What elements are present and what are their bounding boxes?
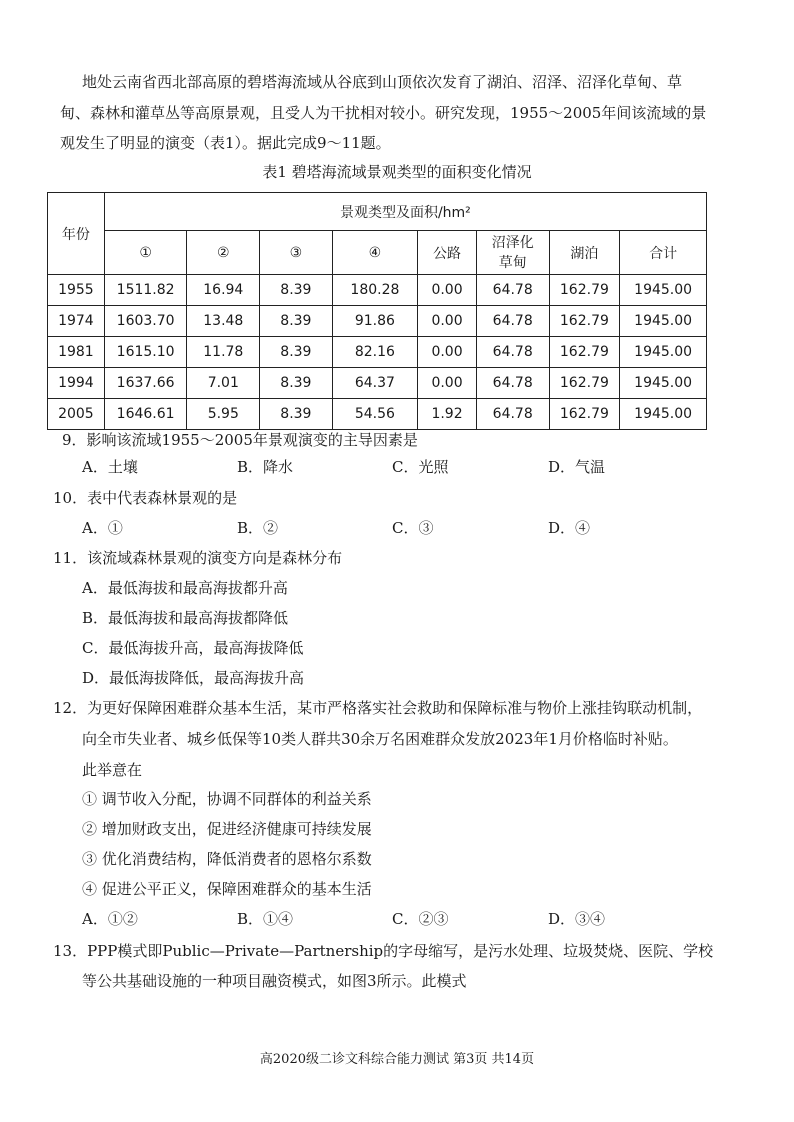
q11-option-a: A．最低海拔和最高海拔都升高 bbox=[82, 579, 288, 597]
group-header: 景观类型及面积/hm² bbox=[104, 193, 706, 231]
cell: 1.92 bbox=[418, 399, 477, 430]
cell: 1945.00 bbox=[620, 337, 707, 368]
q12-option-d: D．③④ bbox=[548, 910, 606, 928]
landscape-area-table bbox=[47, 192, 707, 430]
table-row bbox=[48, 368, 707, 399]
cell: 54.56 bbox=[332, 399, 418, 430]
col-header: ③ bbox=[260, 231, 333, 275]
cell: 91.86 bbox=[332, 306, 418, 337]
intro-line-3: 观发生了明显的演变（表1）。据此完成9～11题。 bbox=[60, 134, 391, 152]
question-10-stem: 10．表中代表森林景观的是 bbox=[53, 489, 238, 507]
question-13-line-2: 等公共基础设施的一种项目融资模式，如图3所示。此模式 bbox=[82, 972, 467, 990]
cell: 162.79 bbox=[549, 306, 620, 337]
question-13-line-1: 13．PPP模式即Public—Private—Partnership的字母缩写，是污水处理、垃圾焚烧、医院、学校 bbox=[53, 942, 714, 960]
cell: 1945.00 bbox=[620, 399, 707, 430]
cell: 2005 bbox=[48, 399, 105, 430]
q10-option-a: A．① bbox=[82, 519, 123, 537]
cell: 1646.61 bbox=[104, 399, 187, 430]
question-9-stem: 9．影响该流域1955～2005年景观演变的主导因素是 bbox=[62, 431, 418, 449]
cell: 8.39 bbox=[260, 306, 333, 337]
cell: 64.37 bbox=[332, 368, 418, 399]
cell: 180.28 bbox=[332, 275, 418, 306]
intro-line-1: 地处云南省西北部高原的碧塔海流域从谷底到山顶依次发育了湖泊、沼泽、沼泽化草甸、草 bbox=[82, 73, 683, 91]
cell: 1615.10 bbox=[104, 337, 187, 368]
col-header: ② bbox=[187, 231, 260, 275]
cell: 7.01 bbox=[187, 368, 260, 399]
cell: 0.00 bbox=[418, 306, 477, 337]
table-row bbox=[48, 337, 707, 368]
cell: 1974 bbox=[48, 306, 105, 337]
col-header: 湖泊 bbox=[549, 231, 620, 275]
q11-option-b: B．最低海拔和最高海拔都降低 bbox=[82, 609, 289, 627]
cell: 0.00 bbox=[418, 275, 477, 306]
page-footer: 高2020级二诊文科综合能力测试 第3页 共14页 bbox=[259, 1052, 535, 1067]
q12-option-a: A．①② bbox=[82, 910, 138, 928]
q10-option-c: C．③ bbox=[392, 519, 434, 537]
intro-line-2: 甸、森林和灌草丛等高原景观，且受人为干扰相对较小。研究发现，1955～2005年间该流域的景 bbox=[60, 104, 707, 122]
cell: 82.16 bbox=[332, 337, 418, 368]
cell: 162.79 bbox=[549, 337, 620, 368]
cell: 162.79 bbox=[549, 275, 620, 306]
col-header: 合计 bbox=[620, 231, 707, 275]
cell: 1603.70 bbox=[104, 306, 187, 337]
q9-option-a: A．土壤 bbox=[82, 458, 138, 476]
cell: 162.79 bbox=[549, 399, 620, 430]
cell: 1981 bbox=[48, 337, 105, 368]
question-12-line-2: 向全市失业者、城乡低保等10类人群共30余万名困难群众发放2023年1月价格临时补贴。 bbox=[82, 730, 678, 748]
cell: 1955 bbox=[48, 275, 105, 306]
table-row bbox=[48, 275, 707, 306]
cell: 0.00 bbox=[418, 368, 477, 399]
col-header: ① bbox=[104, 231, 187, 275]
cell: 64.78 bbox=[476, 275, 549, 306]
column-header-row bbox=[48, 231, 707, 275]
q12-item-4: ④ 促进公平正义，保障困难群众的基本生活 bbox=[82, 880, 372, 898]
col-header: ④ bbox=[332, 231, 418, 275]
q12-item-2: ② 增加财政支出，促进经济健康可持续发展 bbox=[82, 820, 372, 838]
cell: 64.78 bbox=[476, 306, 549, 337]
cell: 8.39 bbox=[260, 275, 333, 306]
cell: 5.95 bbox=[187, 399, 260, 430]
cell: 1945.00 bbox=[620, 275, 707, 306]
q11-option-d: D．最低海拔降低，最高海拔升高 bbox=[82, 669, 305, 687]
question-11-stem: 11．该流域森林景观的演变方向是森林分布 bbox=[53, 549, 343, 567]
question-12-line-1: 12．为更好保障困难群众基本生活，某市严格落实社会救助和保障标准与物价上涨挂钩联动机制， bbox=[53, 699, 703, 717]
q12-item-3: ③ 优化消费结构，降低消费者的恩格尔系数 bbox=[82, 850, 372, 868]
cell: 1945.00 bbox=[620, 306, 707, 337]
cell: 1945.00 bbox=[620, 368, 707, 399]
cell: 8.39 bbox=[260, 368, 333, 399]
cell: 16.94 bbox=[187, 275, 260, 306]
q9-option-d: D．气温 bbox=[548, 458, 606, 476]
cell: 1637.66 bbox=[104, 368, 187, 399]
table-row bbox=[48, 306, 707, 337]
cell: 0.00 bbox=[418, 337, 477, 368]
q12-option-b: B．①④ bbox=[237, 910, 294, 928]
cell: 1994 bbox=[48, 368, 105, 399]
q10-option-d: D．④ bbox=[548, 519, 591, 537]
q9-option-b: B．降水 bbox=[237, 458, 294, 476]
table-row bbox=[48, 399, 707, 430]
cell: 13.48 bbox=[187, 306, 260, 337]
table-caption: 表1 碧塔海流域景观类型的面积变化情况 bbox=[262, 163, 532, 181]
col-header: 沼泽化 草甸 bbox=[476, 231, 549, 275]
cell: 8.39 bbox=[260, 337, 333, 368]
cell: 162.79 bbox=[549, 368, 620, 399]
q12-item-1: ① 调节收入分配，协调不同群体的利益关系 bbox=[82, 790, 372, 808]
year-header: 年份 bbox=[48, 193, 105, 275]
cell: 64.78 bbox=[476, 399, 549, 430]
q10-option-b: B．② bbox=[237, 519, 279, 537]
cell: 64.78 bbox=[476, 337, 549, 368]
cell: 8.39 bbox=[260, 399, 333, 430]
cell: 64.78 bbox=[476, 368, 549, 399]
question-12-line-3: 此举意在 bbox=[82, 761, 143, 779]
q11-option-c: C．最低海拔升高，最高海拔降低 bbox=[82, 639, 304, 657]
cell: 1511.82 bbox=[104, 275, 187, 306]
q9-option-c: C．光照 bbox=[392, 458, 449, 476]
col-header: 公路 bbox=[418, 231, 477, 275]
q12-option-c: C．②③ bbox=[392, 910, 449, 928]
cell: 11.78 bbox=[187, 337, 260, 368]
